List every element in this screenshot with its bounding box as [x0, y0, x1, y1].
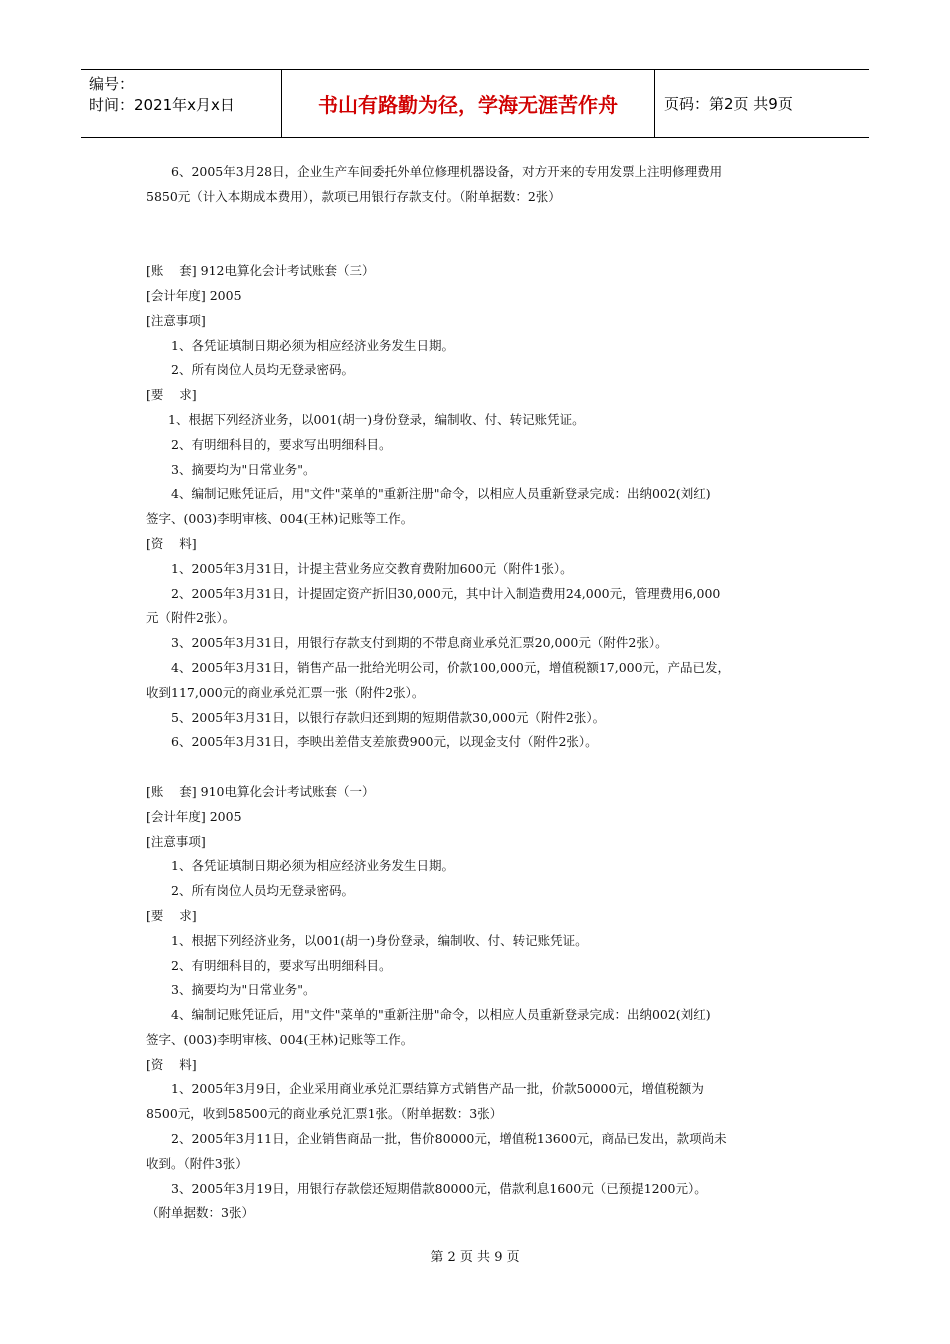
- set2-note: 1、各凭证填制日期必须为相应经济业务发生日期。: [171, 858, 454, 874]
- set2-data-item: 3、2005年3月19日，用银行存款偿还短期借款80000元，借款利息1600元（已预提1200元）。: [171, 1180, 707, 1196]
- header-number: 编号：: [89, 75, 135, 93]
- intro-item6-line1: 6、2005年3月28日，企业生产车间委托外单位修理机器设备，对方开来的专用发票上注明修理费用: [171, 164, 723, 179]
- set1-data-item: 4、2005年3月31日，销售产品一批给光明公司，价款100,000元，增值税额17,000元，产品已发，: [171, 659, 731, 675]
- set2-data-item-cont: 收到。（附件3张）: [146, 1155, 248, 1171]
- set2-account: [账 套] 910电算化会计考试账套（一）: [146, 783, 375, 799]
- set1-req: 2、有明细科目的，要求写出明细科目。: [171, 436, 392, 452]
- set2-note: 2、所有岗位人员均无登录密码。: [171, 883, 354, 899]
- set1-data-item: 6、2005年3月31日，李映出差借支差旅费900元，以现金支付（附件2张）。: [171, 734, 598, 750]
- set1-note: 1、各凭证填制日期必须为相应经济业务发生日期。: [171, 337, 454, 353]
- set1-data-item: 1、2005年3月31日，计提主营业务应交教育费附加600元（附件1张）。: [171, 560, 573, 576]
- set2-req-title: [要 求]: [146, 907, 197, 923]
- header-page-info: 页码：第2页 共9页: [664, 95, 793, 113]
- set2-req4-cont: 签字、(003)李明审核、004(王林)记账等工作。: [146, 1031, 414, 1047]
- spacer: [146, 755, 806, 780]
- set1-data-item: 5、2005年3月31日，以银行存款归还到期的短期借款30,000元（附件2张）。: [171, 709, 606, 725]
- set1-account: [账 套] 912电算化会计考试账套（三）: [146, 263, 375, 279]
- set1-data-item: 2、2005年3月31日，计提固定资产折旧30,000元，其中计入制造费用24,000元，管理费用6,000: [171, 585, 721, 601]
- set1-year: [会计年度] 2005: [146, 287, 242, 303]
- set2-req: 1、根据下列经济业务，以001(胡一)身份登录，编制收、付、转记账凭证。: [171, 932, 588, 948]
- page-header: [81, 69, 869, 138]
- set1-note: 2、所有岗位人员均无登录密码。: [171, 362, 354, 378]
- set2-notes-title: [注意事项]: [146, 833, 206, 849]
- set2-data-item-cont: 8500元，收到58500元的商业承兑汇票1张。（附单据数：3张）: [146, 1106, 503, 1122]
- set1-req-title: [要 求]: [146, 387, 197, 403]
- set1-req: 4、编制记账凭证后，用"文件"菜单的"重新注册"命令，以相应人员重新登录完成：出纳002(刘红): [171, 486, 711, 502]
- set1-notes-title: [注意事项]: [146, 312, 206, 328]
- set2-req: 4、编制记账凭证后，用"文件"菜单的"重新注册"命令，以相应人员重新登录完成：出纳002(刘红): [171, 1007, 711, 1023]
- header-divider: [654, 70, 655, 137]
- set1-data-item: 3、2005年3月31日，用银行存款支付到期的不带息商业承兑汇票20,000元（附件2张）。: [171, 635, 668, 651]
- page-footer: 第 2 页 共 9 页: [430, 1250, 520, 1265]
- set2-data-title: [资 料]: [146, 1056, 197, 1072]
- set1-req: 1、根据下列经济业务，以001(胡一)身份登录，编制收、付、转记账凭证。: [168, 411, 585, 427]
- header-slogan: 书山有路勤为径，学海无涯苦作舟: [318, 93, 618, 117]
- set2-data-item-cont: （附单据数：3张）: [146, 1205, 254, 1221]
- set2-data-item: 2、2005年3月11日，企业销售商品一批，售价80000元，增值税13600元，商品已发出，款项尚未: [171, 1131, 727, 1147]
- header-time: 时间：2021年x月x日: [89, 96, 235, 114]
- document-body: [146, 160, 806, 1226]
- spacer: [146, 210, 806, 260]
- set1-req4-cont: 签字、(003)李明审核、004(王林)记账等工作。: [146, 511, 414, 527]
- set1-req: 3、摘要均为"日常业务"。: [171, 461, 316, 477]
- set1-data-item-cont: 收到117,000元的商业承兑汇票一张（附件2张）。: [146, 684, 425, 700]
- set2-year: [会计年度] 2005: [146, 808, 242, 824]
- intro-item6-line2: 5850元（计入本期成本费用），款项已用银行存款支付。（附单据数：2张）: [146, 188, 561, 204]
- header-meta: [89, 74, 235, 116]
- set1-data-item-cont: 元（附件2张）。: [146, 610, 236, 626]
- set2-req: 3、摘要均为"日常业务"。: [171, 982, 316, 998]
- set2-req: 2、有明细科目的，要求写出明细科目。: [171, 957, 392, 973]
- set2-data-item: 1、2005年3月9日，企业采用商业承兑汇票结算方式销售产品一批，价款50000元，增值税额为: [171, 1081, 704, 1097]
- set1-data-title: [资 料]: [146, 535, 197, 551]
